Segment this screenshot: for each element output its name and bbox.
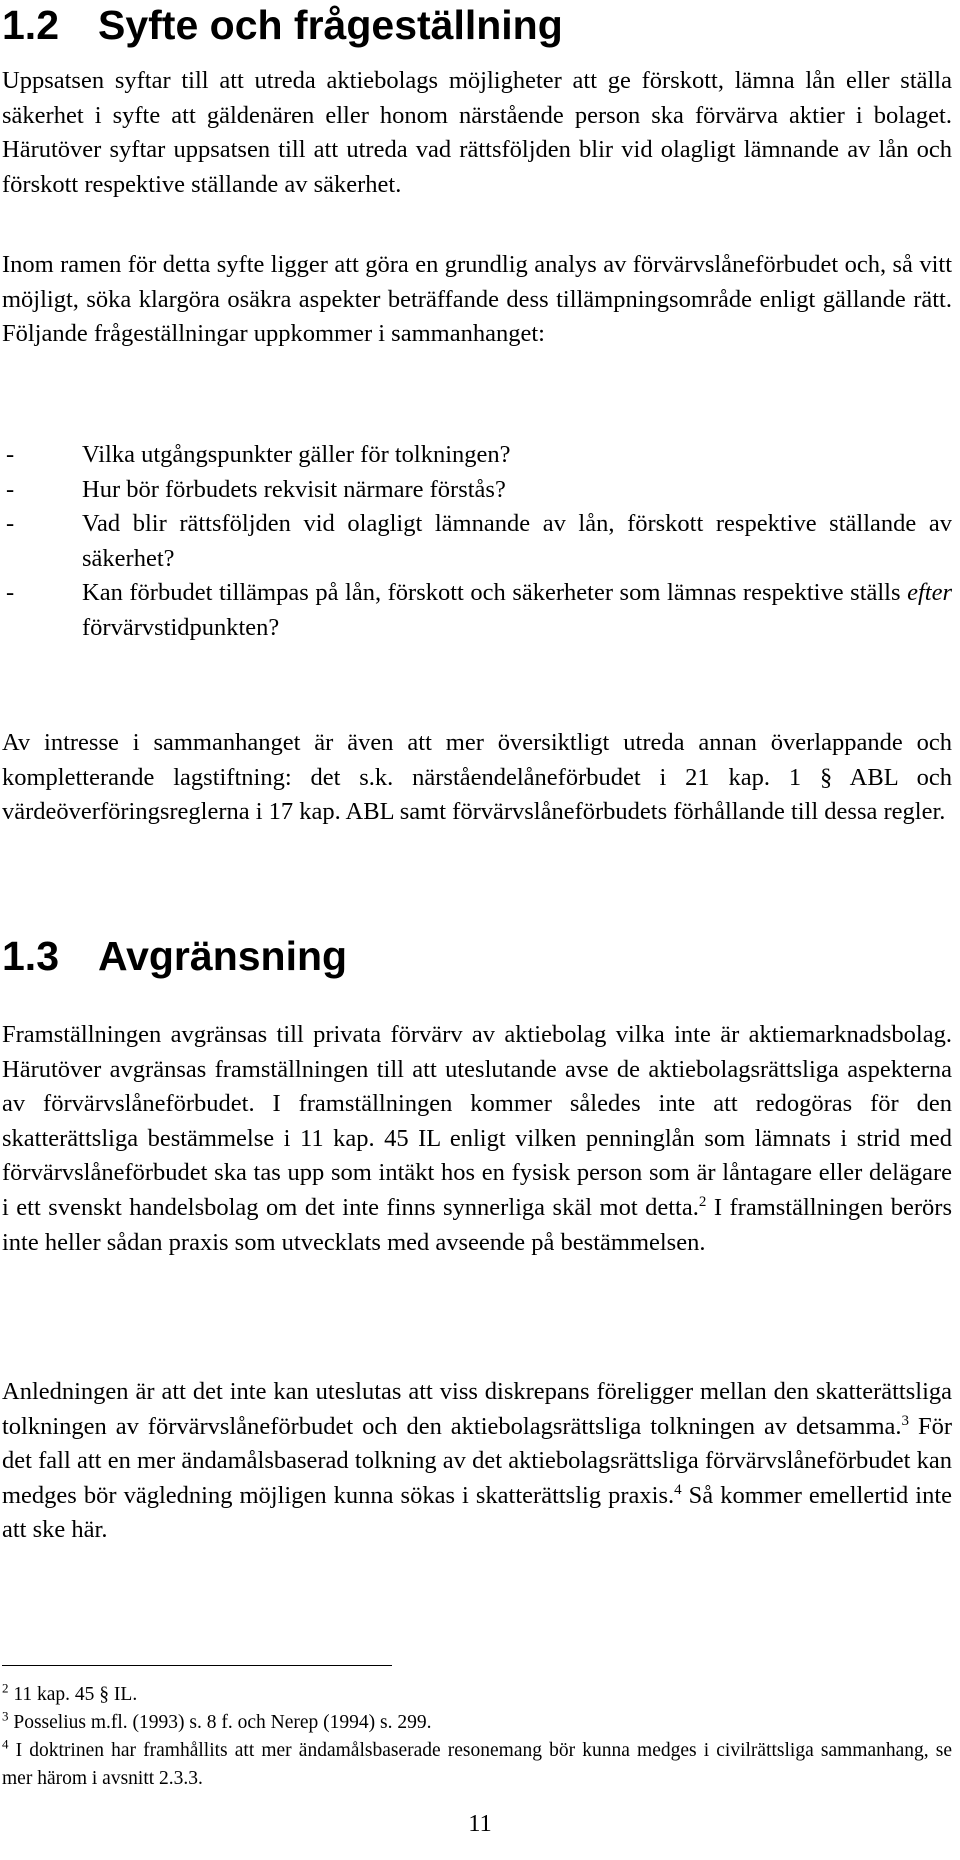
section-number: 1.3 [2, 933, 59, 979]
section-title: Syfte och frågeställning [98, 2, 563, 48]
list-item: - Kan förbudet tillämpas på lån, förskott och säkerheter som lämnas respektive ställs efter förvärvstidpunkten? [6, 579, 952, 641]
list-item: - Hur bör förbudets rekvisit närmare förstås? [6, 475, 506, 503]
footnote-ref[interactable]: 2 [698, 1193, 707, 1210]
paragraph-reasoning: Anledningen är att det inte kan uteslutas att viss diskrepans föreligger mellan den skatterättsliga tolkningen av förvärvslåneförbudet och den aktiebolagsrättsliga tolkningen av detsamma.$^3$ För det fall att en mer ändamålsbaserad tolkning av det aktiebolagsrättsliga förvärvslåneförbudet kan medges bör vägledning möjligen kunna sökas i skatterättslig praxis.$^4$ Så kommer emellertid inte att ske här. [2, 1378, 952, 1544]
section-heading-1-3 [2, 933, 347, 980]
footnote: $^3$ Posselius m.fl. (1993) s. 8 f. och Nerep (1994) s. 299. [2, 1708, 432, 1733]
section-heading-1-2 [2, 2, 563, 49]
list-item: - Vad blir rättsföljden vid olagligt lämnande av lån, förskott respektive ställande av säkerhet? [6, 510, 952, 572]
list-item: - Vilka utgångspunkter gäller för tolkningen? [6, 441, 511, 468]
paragraph-delimitation: Framställningen avgränsas till privata förvärv av aktiebolag vilka inte är aktiemarknadsbolag. Härutöver avgränsas framställningen till att uteslutande avse de aktiebolagsrättsliga aspekterna av förvärvslåneförbudet. I framställningen kommer således inte att redogöras för den skatterättsliga bestämmelse i 11 kap. 45 IL enligt vilken penninglån som lämnats i strid med förvärvslåneförbudet ska tas upp som intäkt hos en fysisk person som är låntagare eller delägare i ett svenskt handelsbolag om det inte finns synnerliga skäl mot detta.$^2$ I framställningen berörs inte heller sådan praxis som utvecklats med avseende på bestämmelsen. [2, 1021, 952, 1256]
footnote-ref[interactable]: 3 [901, 1412, 910, 1429]
emphasis-text: efter [907, 579, 952, 607]
paragraph-related-legislation: Av intresse i sammanhanget är även att mer översiktligt utreda annan överlappande och kompletterande lagstiftning: det s.k. närståendelåneförbudet i 21 kap. 1 § ABL och värdeöverföringsreglerna i 17 kap. ABL samt förvärvslåneförbudets förhållande till dessa regler. [2, 729, 952, 826]
paragraph-scope: Inom ramen för detta syfte ligger att göra en grundlig analys av förvärvslåneförbudet och, så vitt möjligt, söka klargöra osäkra aspekter beträffande dess tillämpningsområde enligt gällande rätt. Följande frågeställningar uppkommer i sammanhanget: [2, 251, 952, 348]
footnote-ref[interactable]: 4 [674, 1481, 682, 1498]
page-number: 11 [468, 1810, 492, 1837]
paragraph-purpose: Uppsatsen syftar till att utreda aktiebolags möjligheter att ge förskott, lämna lån eller ställa säkerhet i syfte att gäldenären eller honom närstående person ska förvärva aktier i bolaget. Härutöver syftar uppsatsen till att utreda vad rättsföljden blir vid olagligt lämnande av lån och förskott respektive ställande av säkerhet. [2, 67, 952, 198]
question-list [2, 438, 952, 646]
section-title: Avgränsning [98, 933, 348, 979]
section-number: 1.2 [2, 2, 59, 48]
footnote: $^2$ 11 kap. 45 § IL. [2, 1680, 138, 1705]
footnote-divider [2, 1665, 392, 1666]
footnote: $^4$ I doktrinen har framhållits att mer ändamålsbaserade resonemang bör kunna medges i civilrättsliga sammanhang, se mer härom i avsnitt 2.3.3. [2, 1736, 952, 1789]
